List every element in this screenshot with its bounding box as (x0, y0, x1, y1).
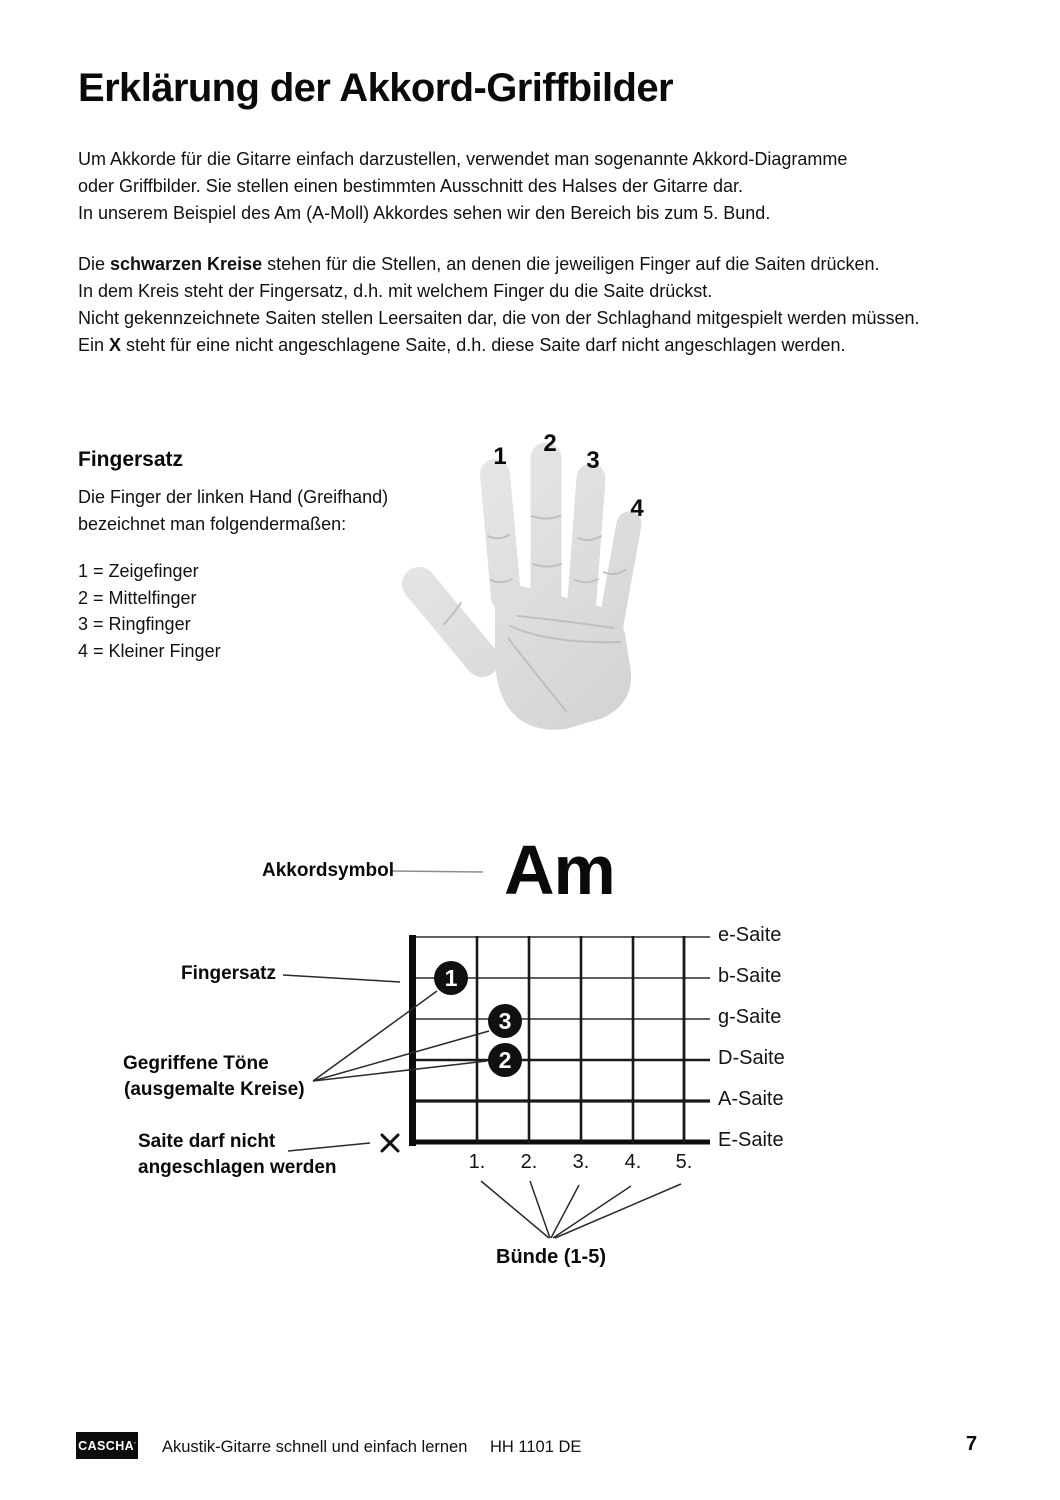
hand-finger-number: 2 (543, 430, 557, 457)
finger-list-item: 4 = Kleiner Finger (78, 640, 221, 661)
finger-dot-number: 3 (498, 1007, 512, 1034)
explanation-line: In dem Kreis steht der Fingersatz, d.h. mit welchem Finger du die Saite drückst. (78, 281, 713, 301)
fret-number: 2. (520, 1151, 538, 1173)
fingersatz-heading: Fingersatz (78, 448, 184, 471)
finger-dot-1 (434, 961, 468, 995)
finger-list-item: 3 = Ringfinger (78, 614, 191, 634)
fret-fan-lines (481, 1181, 681, 1238)
finger-dot-2 (488, 1043, 522, 1077)
buende-label: Bünde (1-5) (496, 1246, 606, 1268)
text-segment: stehen für die Stellen, an denen die jeweiligen Finger auf die Saiten drücken. (262, 254, 880, 274)
fret-number: 1. (468, 1151, 486, 1173)
footer-book-title: Akustik-Gitarre schnell und einfach lernen (162, 1438, 468, 1456)
gegriffene-toene-label: Gegriffene Töne (123, 1053, 269, 1074)
leader-lines (283, 975, 489, 1151)
finger-dot-number: 2 (498, 1046, 512, 1073)
intro-line: In unserem Beispiel des Am (A-Moll) Akkordes sehen wir den Bereich bis zum 5. Bund. (78, 203, 771, 223)
hand-finger-number: 3 (586, 447, 600, 474)
akkordsymbol-leader-line (392, 871, 483, 872)
gegriffene-leader-line (313, 991, 437, 1081)
cascha-logo-mark: ’ (134, 1440, 136, 1450)
page-title: Erklärung der Akkord-Griffbilder (78, 66, 673, 110)
fret-number: 3. (572, 1151, 590, 1173)
string-label-a: A-Saite (718, 1088, 784, 1110)
fingersatz-leader-line (283, 975, 400, 982)
finger-list-item: 2 = Mittelfinger (78, 587, 197, 608)
chord-symbol: Am (504, 831, 615, 909)
hand-finger-number: 1 (493, 443, 507, 470)
text-segment: Ein (78, 335, 110, 355)
string-label-d: D-Saite (718, 1047, 785, 1069)
gegriffene-toene-label: (ausgemalte Kreise) (124, 1079, 305, 1100)
finger-list-item: 1 = Zeigefinger (78, 561, 199, 581)
finger-dot-number: 1 (444, 964, 458, 991)
text-segment: Die (78, 254, 111, 274)
cascha-logo-text: CASCHA (78, 1438, 135, 1453)
fingersatz-intro-line: Die Finger der linken Hand (Greifhand) (78, 487, 389, 507)
fret-number: 4. (624, 1151, 642, 1173)
string-label-e: e-Saite (718, 924, 782, 946)
hand-finger-number: 4 (630, 495, 644, 522)
text-segment: steht für eine nicht angeschlagene Saite, d.h. diese Saite darf nicht angeschlagen werden. (121, 335, 846, 355)
muted-string-x-icon (382, 1135, 398, 1151)
gegriffene-leader-line (313, 1031, 489, 1081)
explanation-line (78, 251, 880, 278)
string-label-e-low: E-Saite (718, 1129, 784, 1151)
bold-text-segment: X (109, 335, 122, 355)
cascha-logo (76, 1432, 138, 1459)
string-label-g: g-Saite (718, 1006, 782, 1028)
explanation-line (78, 332, 846, 359)
page-number: 7 (966, 1433, 978, 1455)
finger-dot-3 (488, 1004, 522, 1038)
nut-bar (409, 935, 416, 1146)
fingersatz-pointer-label: Fingersatz (180, 963, 276, 984)
saite-muted-label: Saite darf nicht (138, 1131, 276, 1152)
footer-product-code: HH 1101 DE (490, 1438, 582, 1456)
saite-muted-label: angeschlagen werden (138, 1157, 337, 1178)
akkordsymbol-label: Akkordsymbol (262, 860, 394, 881)
gegriffene-leader-line (313, 1061, 487, 1081)
string-label-b: b-Saite (718, 965, 782, 987)
saite-leader-line (288, 1143, 370, 1151)
hand-silhouette (419, 458, 631, 730)
fingersatz-intro-line: bezeichnet man folgendermaßen: (78, 514, 347, 534)
explanation-line: Nicht gekennzeichnete Saiten stellen Leersaiten dar, die von der Schlaghand mitgespielt werden müssen. (78, 308, 920, 328)
bold-text-segment: schwarzen Kreise (110, 254, 263, 274)
intro-line: Um Akkorde für die Gitarre einfach darzustellen, verwendet man sogenannte Akkord-Diagramme (78, 149, 848, 169)
intro-line: oder Griffbilder. Sie stellen einen bestimmten Ausschnitt des Halses der Gitarre dar. (78, 176, 743, 196)
hand-photo (398, 412, 708, 732)
fret-number: 5. (675, 1151, 693, 1173)
